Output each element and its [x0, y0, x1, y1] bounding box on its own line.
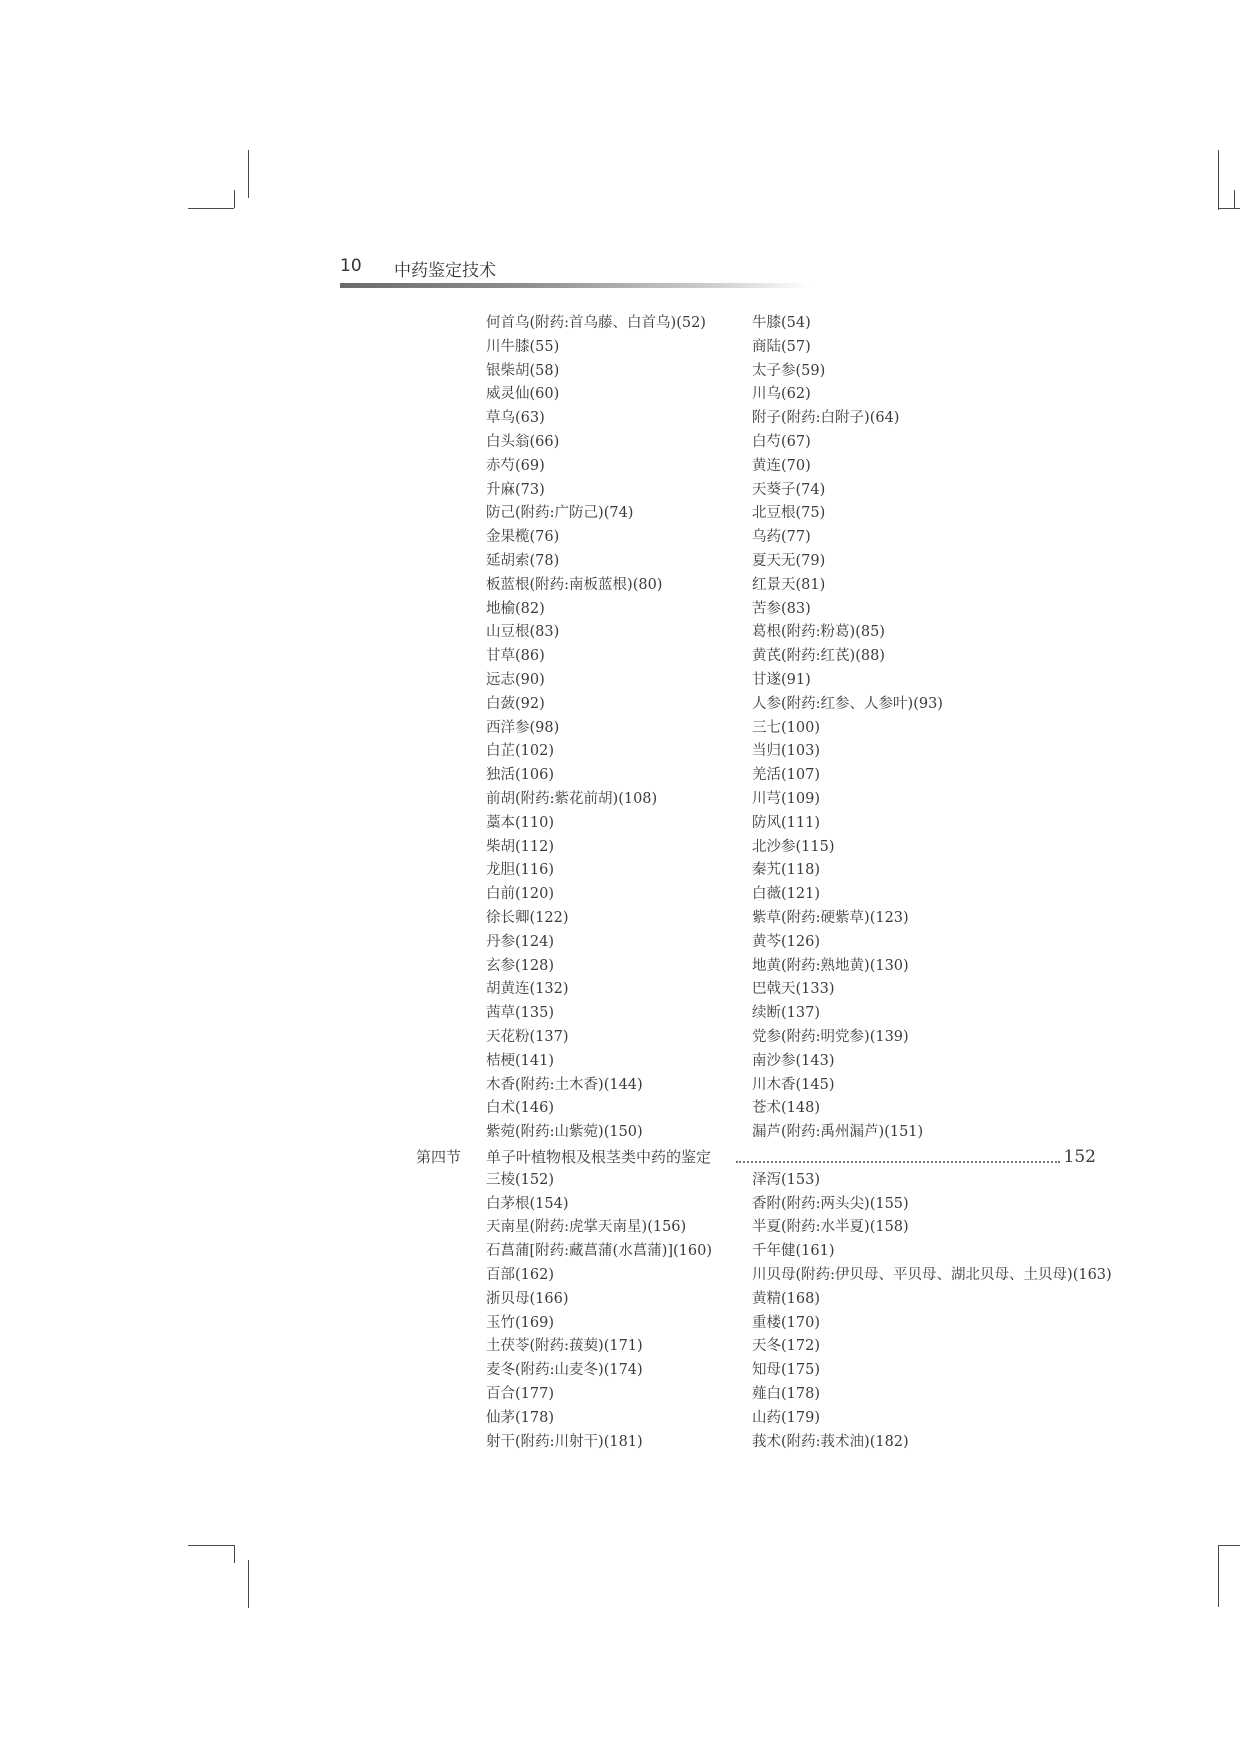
page-number: 10: [340, 256, 362, 276]
toc-entry-left: 金果榄(76): [486, 529, 560, 546]
toc-entry-left: 白头翁(66): [486, 433, 560, 450]
toc-entry-left: 紫菀(附药:山紫菀)(150): [486, 1124, 643, 1141]
crop-mark-top-right-short: [1234, 190, 1235, 208]
toc-entry-left: 射干(附药:川射干)(181): [486, 1433, 643, 1450]
dot-leader: [736, 1161, 1060, 1163]
toc-entry-right: 莪术(附药:莪术油)(182): [752, 1433, 909, 1450]
toc-entry-right: 秦艽(118): [752, 862, 820, 879]
toc-row: [486, 1335, 1106, 1359]
toc-row: [486, 502, 1106, 526]
toc-entry-left: 柴胡(112): [486, 838, 554, 855]
toc-entry-left: 白芷(102): [486, 743, 554, 760]
toc-row: [486, 526, 1106, 550]
toc-entry-right: 香附(附药:两头尖)(155): [752, 1195, 909, 1212]
toc-row: [486, 479, 1106, 503]
toc-entry-right: 漏芦(附药:禹州漏芦)(151): [752, 1124, 924, 1141]
crop-mark-bottom-right-horizontal: [1218, 1545, 1240, 1546]
book-title: 中药鉴定技术: [394, 261, 496, 281]
toc-row: [486, 740, 1106, 764]
toc-entry-right: 三七(100): [752, 719, 820, 736]
toc-entry-right: 防风(111): [752, 814, 820, 831]
toc-entry-right: 苦参(83): [752, 600, 811, 617]
toc-entry-left: 三棱(152): [486, 1171, 554, 1188]
toc-entry-left: 赤芍(69): [486, 457, 545, 474]
toc-entry-left: 甘草(86): [486, 648, 545, 665]
toc-entry-left: 川牛膝(55): [486, 338, 560, 355]
toc-row: [486, 645, 1106, 669]
toc-row: [486, 574, 1106, 598]
toc-row: [486, 788, 1106, 812]
toc-entry-right: 黄连(70): [752, 457, 811, 474]
toc-entry-right: 知母(175): [752, 1362, 820, 1379]
toc-entry-left: 仙茅(178): [486, 1409, 554, 1426]
toc-entry-left: 土茯苓(附药:菝葜)(171): [486, 1338, 643, 1355]
toc-entry-right: 商陆(57): [752, 338, 811, 355]
toc-entry-right: 重楼(170): [752, 1314, 820, 1331]
toc-row: [486, 836, 1106, 860]
toc-row: [486, 931, 1106, 955]
toc-entry-left: 白前(120): [486, 886, 554, 903]
toc-entry-left: 白蔹(92): [486, 695, 545, 712]
section-page-number: 152: [1063, 1146, 1096, 1167]
toc-row: [486, 978, 1106, 1002]
toc-row: [486, 1216, 1106, 1240]
toc-entry-left: 麦冬(附药:山麦冬)(174): [486, 1362, 643, 1379]
crop-mark-bottom-left-vertical: [248, 1560, 249, 1608]
toc-entry-left: 西洋参(98): [486, 719, 560, 736]
toc-row: [486, 955, 1106, 979]
toc-entry-left: 桔梗(141): [486, 1052, 554, 1069]
header-rule: [340, 283, 810, 288]
toc-entry-right: 地黄(附药:熟地黄)(130): [752, 957, 909, 974]
toc-row: [486, 312, 1106, 336]
toc-entry-right: 山药(179): [752, 1409, 820, 1426]
toc-entry-left: 何首乌(附药:首乌藤、白首乌)(52): [486, 315, 706, 331]
toc-entry-right: 川贝母(附药:伊贝母、平贝母、湖北贝母、土贝母)(163): [752, 1267, 1112, 1284]
toc-row: [486, 1121, 1106, 1145]
toc-entry-right: 羌活(107): [752, 767, 820, 784]
toc-entry-right: 天冬(172): [752, 1338, 820, 1355]
toc-row: [486, 621, 1106, 645]
toc-entry-right: 黄精(168): [752, 1290, 820, 1307]
toc-entry-left: 远志(90): [486, 671, 545, 688]
toc-entry-right: 附子(附药:白附子)(64): [752, 410, 900, 427]
toc-entry-right: 夏天无(79): [752, 552, 826, 569]
toc-entry-left: 胡黄连(132): [486, 981, 569, 998]
toc-row: [486, 1240, 1106, 1264]
toc-entry-right: 人参(附药:红参、人参叶)(93): [752, 695, 943, 712]
toc-entry-right: 川木香(145): [752, 1076, 835, 1093]
toc-entry-right: 巴戟天(133): [752, 981, 835, 998]
toc-entry-left: 前胡(附药:紫花前胡)(108): [486, 790, 658, 807]
toc-row: [486, 812, 1106, 836]
crop-mark-bottom-left-horizontal: [188, 1545, 234, 1546]
toc-entry-left: 独活(106): [486, 767, 554, 784]
toc-row: [486, 907, 1106, 931]
toc-entry-right: 泽泻(153): [752, 1171, 820, 1188]
toc-row: [486, 1383, 1106, 1407]
crop-mark-top-left-horizontal: [188, 208, 234, 209]
toc-entry-right: 黄芩(126): [752, 933, 820, 950]
toc-entry-left: 徐长卿(122): [486, 909, 569, 926]
toc-section-heading: [416, 1145, 1106, 1169]
toc-row: [486, 883, 1106, 907]
toc-list: [416, 312, 1112, 1454]
toc-entry-right: 牛膝(54): [752, 315, 811, 331]
toc-entry-left: 藁本(110): [486, 814, 554, 831]
toc-entry-right: 南沙参(143): [752, 1052, 835, 1069]
toc-row: [486, 764, 1106, 788]
toc-entry-right: 紫草(附药:硬紫草)(123): [752, 909, 909, 926]
toc-entry-left: 龙胆(116): [486, 862, 554, 879]
toc-entry-left: 木香(附药:土木香)(144): [486, 1076, 643, 1093]
toc-entry-right: 太子参(59): [752, 362, 826, 379]
toc-entry-right: 黄芪(附药:红芪)(88): [752, 648, 885, 665]
toc-entry-left: 白茅根(154): [486, 1195, 569, 1212]
toc-entry-left: 百部(162): [486, 1267, 554, 1284]
toc-row: [486, 336, 1106, 360]
toc-row: [486, 1097, 1106, 1121]
toc-entry-left: 丹参(124): [486, 933, 554, 950]
crop-mark-top-left-vertical: [248, 150, 249, 198]
toc-entry-left: 板蓝根(附药:南板蓝根)(80): [486, 576, 663, 593]
toc-row: [486, 693, 1106, 717]
crop-mark-bottom-right-vertical: [1218, 1545, 1219, 1607]
toc-row: [486, 550, 1106, 574]
toc-entry-left: 山豆根(83): [486, 624, 560, 641]
toc-entry-left: 天花粉(137): [486, 1028, 569, 1045]
toc-row: [486, 859, 1106, 883]
toc-entry-right: 红景天(81): [752, 576, 826, 593]
toc-row: [486, 1407, 1106, 1431]
toc-entries-group-1: [486, 312, 1106, 1145]
toc-row: [486, 1312, 1106, 1336]
toc-entry-right: 半夏(附药:水半夏)(158): [752, 1219, 909, 1236]
toc-entry-right: 续断(137): [752, 1005, 820, 1022]
toc-entry-left: 草乌(63): [486, 410, 545, 427]
toc-row: [486, 407, 1106, 431]
toc-entry-right: 北沙参(115): [752, 838, 835, 855]
toc-row: [486, 1002, 1106, 1026]
crop-mark-top-left-short: [234, 190, 235, 208]
toc-row: [486, 1193, 1106, 1217]
toc-entries-group-2: [486, 1169, 1112, 1455]
toc-entry-right: 川乌(62): [752, 386, 811, 403]
toc-entry-right: 苍术(148): [752, 1100, 820, 1117]
toc-row: [486, 1050, 1106, 1074]
toc-row: [486, 1026, 1106, 1050]
toc-row: [486, 1288, 1106, 1312]
section-number: 第四节: [416, 1147, 462, 1166]
toc-row: [486, 598, 1106, 622]
toc-entry-right: 千年健(161): [752, 1243, 835, 1260]
section-title: 单子叶植物根及根茎类中药的鉴定: [486, 1145, 713, 1169]
toc-entry-left: 银柴胡(58): [486, 362, 560, 379]
toc-entry-right: 白芍(67): [752, 433, 811, 450]
toc-row: [486, 717, 1106, 741]
toc-entry-left: 地榆(82): [486, 600, 545, 617]
toc-entry-left: 玉竹(169): [486, 1314, 554, 1331]
toc-row: [486, 1431, 1106, 1455]
toc-entry-right: 川芎(109): [752, 790, 820, 807]
toc-row: [486, 1074, 1106, 1098]
toc-entry-right: 乌药(77): [752, 529, 811, 546]
toc-row: [486, 383, 1106, 407]
toc-entry-right: 葛根(附药:粉葛)(85): [752, 624, 885, 641]
toc-entry-left: 百合(177): [486, 1386, 554, 1403]
toc-entry-left: 防己(附药:广防己)(74): [486, 505, 634, 522]
toc-entry-right: 北豆根(75): [752, 505, 826, 522]
toc-row: [486, 431, 1106, 455]
toc-row: [486, 669, 1106, 693]
crop-mark-top-right-horizontal: [1218, 208, 1240, 209]
toc-entry-right: 当归(103): [752, 743, 820, 760]
toc-entry-right: 甘遂(91): [752, 671, 811, 688]
toc-row: [486, 455, 1106, 479]
toc-entry-left: 茜草(135): [486, 1005, 554, 1022]
toc-entry-right: 薤白(178): [752, 1386, 820, 1403]
toc-row: [486, 1169, 1106, 1193]
toc-entry-left: 浙贝母(166): [486, 1290, 569, 1307]
toc-entry-left: 天南星(附药:虎掌天南星)(156): [486, 1219, 687, 1236]
toc-entry-left: 升麻(73): [486, 481, 545, 498]
toc-entry-left: 石菖蒲[附药:藏菖蒲(水菖蒲)](160): [486, 1243, 713, 1260]
toc-entry-left: 延胡索(78): [486, 552, 560, 569]
toc-entry-left: 威灵仙(60): [486, 386, 560, 403]
crop-mark-top-right-vertical: [1218, 150, 1219, 210]
toc-entry-right: 天葵子(74): [752, 481, 826, 498]
toc-row: [486, 360, 1106, 384]
toc-entry-left: 白术(146): [486, 1100, 554, 1117]
toc-row: [486, 1264, 1112, 1288]
toc-entry-right: 白薇(121): [752, 886, 820, 903]
crop-mark-bottom-left-short: [234, 1545, 235, 1563]
toc-entry-left: 玄参(128): [486, 957, 554, 974]
toc-entry-right: 党参(附药:明党参)(139): [752, 1028, 909, 1045]
toc-row: [486, 1359, 1106, 1383]
